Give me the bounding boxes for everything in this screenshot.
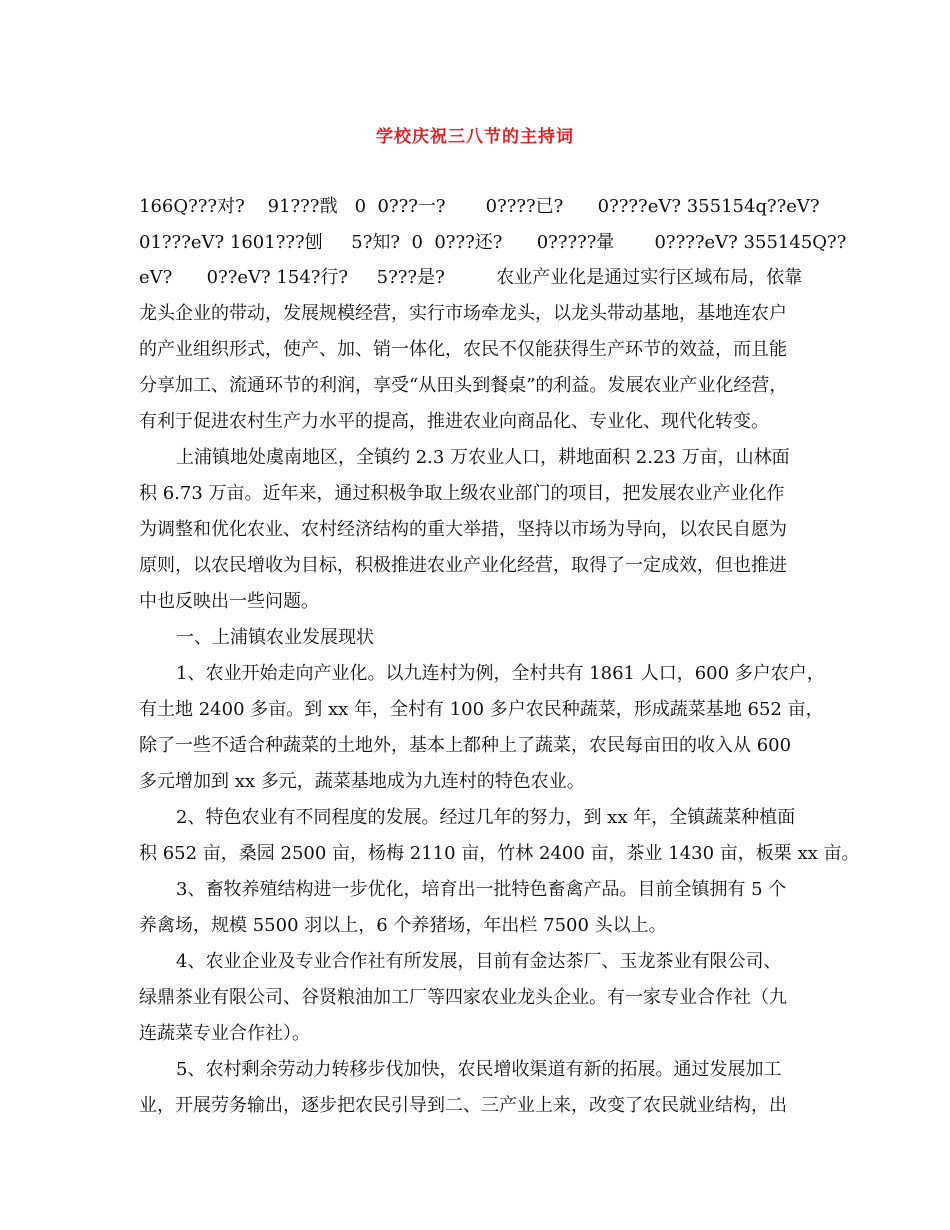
text-line: 龙头企业的带动，发展规模经营，实行市场牵龙头，以龙头带动基地，基地连农户 (139, 303, 787, 324)
document-title: 学校庆祝三八节的主持词 (376, 127, 574, 147)
text-line: 中也反映出一些问题。 (139, 591, 319, 612)
section-heading: 一、上浦镇农业发展现状 (176, 627, 374, 648)
text-line: 绿鼎茶业有限公司、谷贤粮油加工厂等四家农业龙头企业。有一家专业合作社（九 (139, 987, 787, 1008)
text-line: 多元增加到 xx 多元，蔬菜基地成为九连村的特色农业。 (139, 771, 585, 792)
text-line: 积 652 亩，桑园 2500 亩，杨梅 2110 亩，竹林 2400 亩，茶业 1430 亩，板栗 xx 亩。 (139, 843, 860, 864)
text-line: 的产业组织形式，使产、加、销一体化，农民不仅能获得生产环节的效益，而且能 (139, 339, 787, 360)
text-line: 1、农业开始走向产业化。以九连村为例，全村共有 1861 人口，600 多户农户， (176, 663, 825, 684)
text-line: 业，开展劳务输出，逐步把农民引导到二、三产业上来，改变了农民就业结构，出 (139, 1095, 787, 1116)
text-line: 2、特色农业有不同程度的发展。经过几年的努力，到 xx 年，全镇蔬菜种植面 (176, 807, 796, 828)
text-line: 有利于促进农村生产力水平的提高，推进农业向商品化、专业化、现代化转变。 (139, 411, 769, 432)
text-line: 166Q???对? 91???戬 0 0???一? 0????已? 0????eV? 355154q??eV? (139, 196, 820, 217)
text-line: 原则，以农民增收为目标，积极推进农业产业化经营，取得了一定成效，但也推进 (139, 555, 787, 576)
text-line: 除了一些不适合种蔬菜的土地外，基本上都种上了蔬菜，农民每亩田的收入从 600 (139, 735, 792, 756)
text-line: 为调整和优化农业、农村经济结构的重大举措，坚持以市场为导向，以农民自愿为 (139, 519, 787, 540)
text-line: 养禽场，规模 5500 羽以上，6 个养猪场，年出栏 7500 头以上。 (139, 915, 667, 936)
text-line: 分享加工、流通环节的利润，享受“从田头到餐桌”的利益。发展农业产业化经营， (139, 375, 788, 396)
text-line: 有土地 2400 多亩。到 xx 年，全村有 100 多户农民种蔬菜，形成蔬菜基地 652 亩， (139, 699, 824, 720)
text-line: 3、畜牧养殖结构进一步优化，培育出一批特色畜禽产品。目前全镇拥有 5 个 (176, 879, 787, 900)
text-line: 01???eV? 1601???刨 5?知? 0 0???还? 0?????暈 0????eV? 355145Q?? (139, 232, 847, 253)
text-line: 5、农村剩余劳动力转移步伐加快，农民增收渠道有新的拓展。通过发展加工 (176, 1059, 782, 1080)
text-line: 上浦镇地处虞南地区，全镇约 2.3 万农业人口，耕地面积 2.23 万亩，山林面 (176, 447, 790, 468)
text-line: 连蔬菜专业合作社）。 (139, 1023, 310, 1044)
text-line: 4、农业企业及专业合作社有所发展，目前有金达茶厂、玉龙茶业有限公司、 (176, 951, 782, 972)
text-line: eV? 0??eV? 154?行? 5???是? 农业产业化是通过实行区域布局，依靠 (139, 267, 803, 288)
text-line: 积 6.73 万亩。近年来，通过积极争取上级农业部门的项目，把发展农业产业化作 (139, 483, 785, 504)
